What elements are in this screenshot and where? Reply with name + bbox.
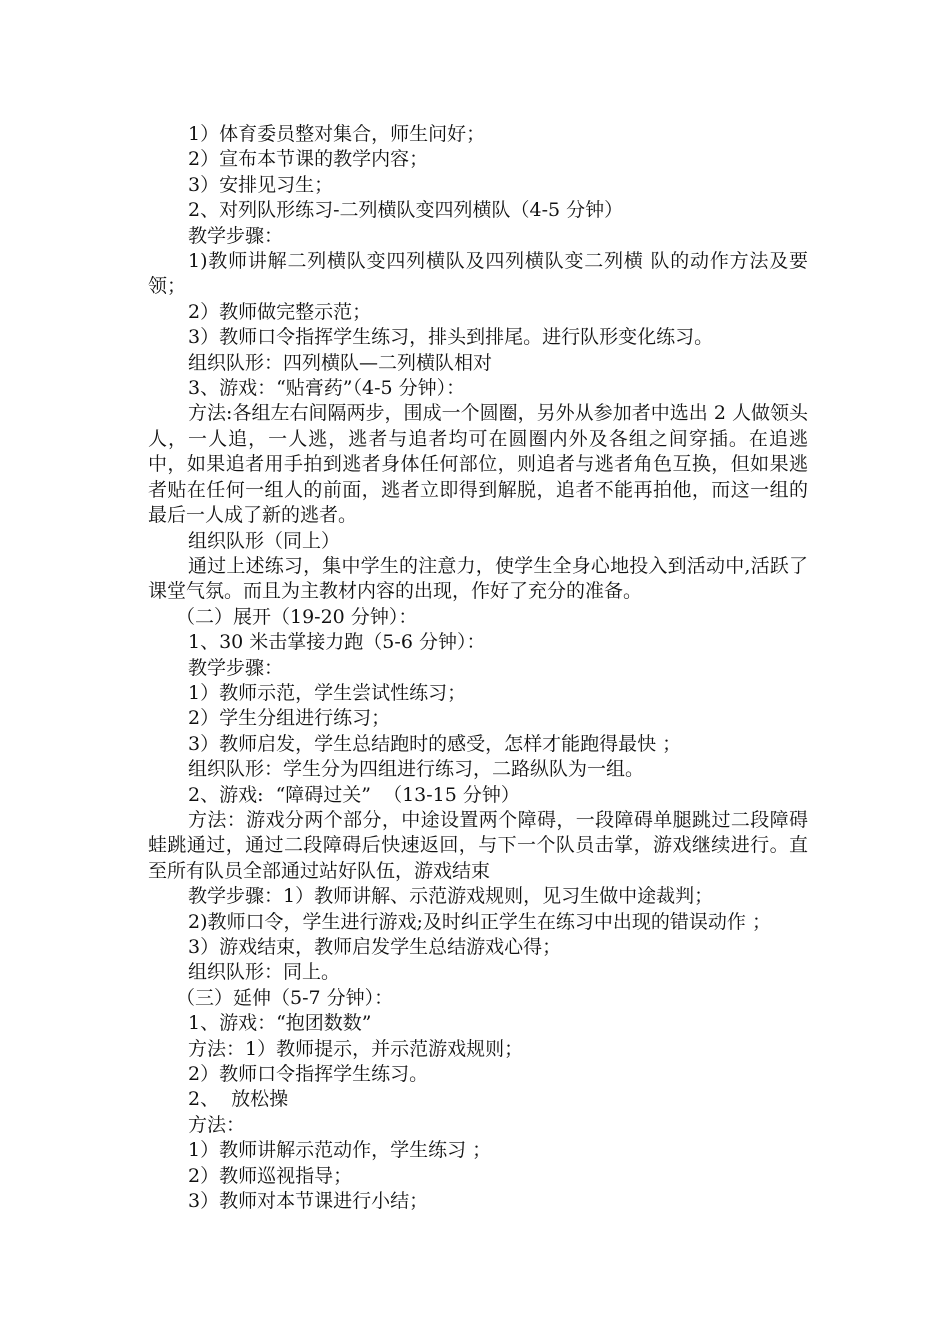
paragraph: 教学步骤： [188,656,284,679]
paragraph: 1）体育委员整对集合，师生问好； [188,123,486,145]
paragraph: 教学步骤：1）教师讲解、示范游戏规则，见习生做中途裁判； [188,885,714,908]
paragraph: 2）教师做完整示范； [188,300,372,323]
paragraph: 3）教师对本节课进行小结； [188,1190,429,1213]
paragraph: 2）学生分组进行练习； [188,707,391,730]
document-body [148,122,808,1214]
paragraph: 2）教师巡视指导； [188,1164,353,1187]
paragraph: 方法：游戏分两个部分，中途设置两个障碍，一段障碍单腿跳过二段障碍蛙跳通过，通过二段障碍后快速返回，与下一个队员击掌，游戏继续进行。直至所有队员全部通过站好队伍，游戏结束 [148,808,808,882]
paragraph: 组织队形（同上） [188,529,341,552]
section-heading: 2、游戏: “障碍过关” （13-15 分钟） [188,783,520,806]
section-heading: （二）展开（19-20 分钟）： [176,605,418,628]
paragraph: 方法： [188,1113,246,1136]
paragraph: 1)教师讲解二列横队变四列横队及四列横队变二列横 队的动作方法及要领； [148,250,808,298]
section-heading: 2、对列队形练习-二列横队变四列横队（4-5 分钟） [188,199,624,222]
paragraph: 2）教师口令指挥学生练习。 [188,1063,429,1086]
paragraph: 组织队形：学生分为四组进行练习，二路纵队为一组。 [188,758,645,781]
paragraph: 教学步骤： [188,224,284,247]
paragraph: 3）教师启发，学生总结跑时的感受，怎样才能跑得最快 ； [188,732,682,755]
paragraph: 方法:各组左右间隔两步，围成一个圆圈，另外从参加者中选出 2 人做领头人，一人追，一人逃，逃者与追者均可在圆圈内外及各组之间穿插。在追逃中，如果追者用手拍到逃者身体任何部位，则追者与逃者角色互换，但如果逃者贴在任何一组人的前面，逃者立即得到解脱，追者不能再拍他，而这一组的最后一人成了新的逃者。 [148,402,808,527]
section-heading: 2、 放松操 [188,1088,289,1111]
paragraph: 3）游戏结束，教师启发学生总结游戏心得； [188,936,562,958]
paragraph: 组织队形：同上。 [188,961,341,984]
paragraph: 1）教师讲解示范动作，学生练习 ； [188,1139,492,1162]
paragraph: 1）教师示范，学生尝试性练习； [188,681,467,704]
paragraph: 3）教师口令指挥学生练习，排头到排尾。进行队形变化练习。 [188,326,714,349]
section-heading: 1、游戏：“抱团数数” [188,1012,372,1035]
paragraph: 2)教师口令，学生进行游戏;及时纠正学生在练习中出现的错误动作 ； [188,910,771,933]
paragraph: 组织队形：四列横队—二列横队相对 [188,351,493,374]
paragraph: 3）安排见习生； [188,173,334,196]
section-heading: （三）延伸（5-7 分钟）： [176,986,394,1009]
section-heading: 3、游戏：“贴膏药”（4-5 分钟）： [188,377,466,400]
paragraph: 通过上述练习，集中学生的注意力，使学生全身心地投入到活动中,活跃了课堂气氛。而且为主教材内容的出现，作好了充分的准备。 [148,554,808,603]
paragraph: 方法：1）教师提示，并示范游戏规则； [188,1037,524,1060]
paragraph: 2）宣布本节课的教学内容； [188,148,429,171]
section-heading: 1、30 米击掌接力跑（5-6 分钟）： [188,631,486,654]
